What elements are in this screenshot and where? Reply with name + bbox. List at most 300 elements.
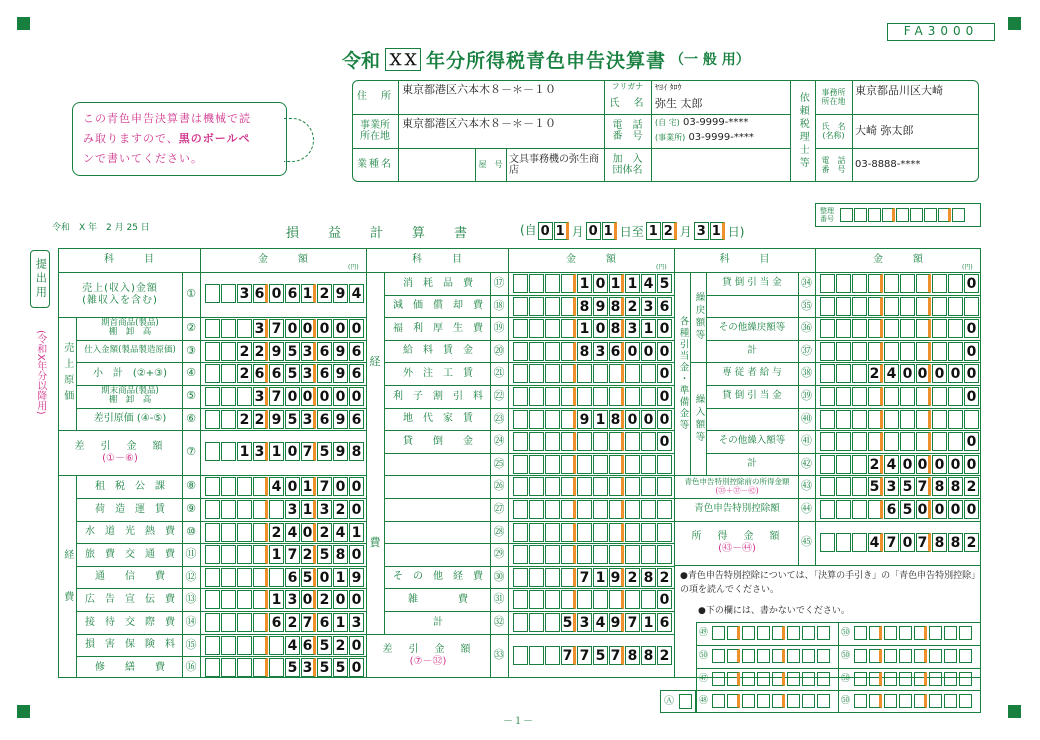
col3-amount [820, 410, 980, 429]
digit-cell [657, 545, 672, 564]
digit-cell: 4 [884, 364, 899, 383]
digit-cell: 1 [333, 613, 348, 632]
digit-cell [916, 387, 931, 406]
digit-cell [625, 545, 640, 564]
col3-amount [820, 274, 980, 293]
digit-cell: 0 [301, 523, 316, 542]
cogs-label: 小 計 (②+③) [92, 367, 168, 379]
page-number: －１－ [503, 716, 533, 727]
digit-cell [932, 297, 947, 316]
digit-cell: 8 [577, 342, 592, 361]
grid-cell [787, 649, 800, 663]
digit-cell [820, 274, 835, 293]
col2-amount [513, 477, 673, 496]
digit-cell: 0 [285, 387, 300, 406]
digit-cell [577, 364, 592, 383]
digit-cell: 5 [868, 477, 883, 496]
grid-cell [854, 649, 867, 663]
digit-cell: 0 [349, 590, 364, 609]
business-label: 業種名 [357, 159, 393, 171]
digit-cell [868, 410, 883, 429]
digit-cell: 6 [253, 284, 268, 303]
grid-cell [742, 649, 755, 663]
digit-cell [545, 274, 560, 293]
digit-cell: 6 [269, 613, 284, 632]
expense-amount [205, 545, 365, 564]
expense-group-label: 経 費 [61, 548, 73, 605]
digit-cell [561, 274, 576, 293]
digit-cell [820, 477, 835, 496]
digit-cell [577, 477, 592, 496]
col2-label: 消 耗 品 費 [403, 277, 473, 289]
digit-cell [561, 568, 576, 587]
digit-cell [852, 364, 867, 383]
digit-cell [545, 477, 560, 496]
expense-amount [205, 636, 365, 655]
grid-cell [884, 694, 897, 708]
row-no: ⑤ [186, 388, 196, 402]
digit-cell [269, 500, 284, 519]
digit-cell [820, 364, 835, 383]
digit-cell [820, 297, 835, 316]
grid-cell [802, 626, 815, 640]
digit-cell: 9 [609, 613, 624, 632]
digit-cell [253, 545, 268, 564]
digit-cell: 5 [900, 477, 915, 496]
digit-cell: 7 [285, 545, 300, 564]
digit-cell: 0 [900, 533, 915, 552]
grid-cell [899, 694, 912, 708]
title-prefix: 令和 [342, 49, 381, 72]
grid-cell [712, 649, 725, 663]
digit-cell: 0 [657, 319, 672, 338]
grid-cell [772, 672, 785, 686]
digit-cell [593, 590, 608, 609]
digit-cell [545, 342, 560, 361]
col3-label: その他繰戻額等 [718, 322, 786, 334]
digit-cell [916, 319, 931, 338]
digit-cell [529, 319, 544, 338]
digit-cell [932, 387, 947, 406]
digit-cell [237, 319, 252, 338]
digit-cell [205, 284, 220, 303]
digit-cell [237, 477, 252, 496]
digit-cell: 3 [253, 387, 268, 406]
digit-cell: 8 [948, 477, 963, 496]
digit-cell: 1 [301, 284, 316, 303]
digit-cell [609, 387, 624, 406]
col2-amount [513, 523, 673, 542]
digit-cell [641, 387, 656, 406]
digit-cell [593, 364, 608, 383]
col2-amount [513, 568, 673, 587]
furigana-value: ﾔﾖｲ ﾀﾛｳ [655, 83, 682, 93]
digit-cell: 0 [349, 545, 364, 564]
digit-cell [948, 342, 963, 361]
digit-cell [836, 297, 851, 316]
row-no: ㊴ [801, 388, 812, 402]
digit-cell [900, 410, 915, 429]
expense-amount [205, 500, 365, 519]
col3-label: 計 [747, 344, 757, 356]
col3-label: 専 従 者 給 与 [722, 367, 782, 379]
grid-cell [802, 649, 815, 663]
digit-cell [513, 364, 528, 383]
provision-label: 繰入額等 [693, 393, 705, 444]
cogs-amount [205, 342, 365, 361]
cogs-group-label: 売上原価 [61, 341, 73, 406]
digit-cell [513, 545, 528, 564]
digit-cell: 1 [349, 523, 364, 542]
digit-cell [820, 500, 835, 519]
digit-cell [609, 523, 624, 542]
digit-cell: 1 [269, 590, 284, 609]
digit-cell: 0 [317, 568, 332, 587]
col3-amount [820, 364, 980, 383]
digit-cell [253, 658, 268, 677]
digit-cell [641, 432, 656, 451]
digit-cell: 9 [333, 442, 348, 461]
row-no: ㉝ [493, 648, 505, 662]
digit-cell: 0 [285, 319, 300, 338]
col2-label: そ の 他 経 費 [393, 571, 483, 583]
grid-cell [802, 672, 815, 686]
grid-cell [884, 626, 897, 640]
digit-cell [820, 455, 835, 474]
digit-cell: 9 [593, 297, 608, 316]
digit-cell [852, 319, 867, 338]
digit-cell: 7 [609, 646, 624, 665]
digit-cell [205, 387, 220, 406]
grid-cell [869, 694, 882, 708]
row-no: ⑫ [185, 569, 197, 583]
digit-cell [561, 590, 576, 609]
digit-cell [237, 613, 252, 632]
digit-cell [513, 432, 528, 451]
address-value: 東京都港区六本木８－＊－１０ [402, 82, 556, 96]
digit-cell: 7 [916, 477, 931, 496]
phone-office: (事業所) 03-9999-**** [655, 132, 754, 143]
digit-cell: 6 [269, 364, 284, 383]
col2-label: 利 子 割 引 料 [393, 390, 483, 402]
expense-label: 修 繕 費 [95, 661, 165, 673]
digit-cell [900, 387, 915, 406]
row-no: ㉒ [493, 388, 505, 402]
digit-cell [948, 297, 963, 316]
digit-cell: 5 [317, 442, 332, 461]
digit-cell [561, 410, 576, 429]
digit-cell [513, 455, 528, 474]
digit-cell [593, 432, 608, 451]
digit-cell [657, 477, 672, 496]
col2-label [386, 475, 490, 498]
digit-cell [253, 500, 268, 519]
grid-cell [787, 694, 800, 708]
digit-cell [916, 274, 931, 293]
digit-cell: 5 [317, 636, 332, 655]
digit-cell: 0 [349, 477, 364, 496]
digit-cell [836, 274, 851, 293]
digit-cell: 5 [593, 646, 608, 665]
deduction-label: 青色申告特別控除額 [694, 502, 780, 514]
grid-cell [772, 649, 785, 663]
pl-title: 損 益 計 算 書 [286, 226, 476, 241]
digit-cell: 0 [964, 387, 979, 406]
digit-cell: 0 [964, 274, 979, 293]
col1-head-item: 科 目 [104, 254, 154, 266]
grid-cell [929, 672, 942, 686]
digit-cell: 0 [948, 455, 963, 474]
expense-amount [205, 658, 365, 677]
row-no: ⑱ [493, 298, 505, 312]
digit-cell: 0 [932, 500, 947, 519]
digit-cell: 2 [657, 646, 672, 665]
digit-cell: 0 [317, 387, 332, 406]
col2-label: 減 価 償 却 費 [393, 300, 483, 312]
digit-cell: 2 [237, 342, 252, 361]
digit-cell [529, 500, 544, 519]
code-left: ㊽ [698, 696, 708, 707]
grid-cell [959, 626, 972, 640]
grid-cell [757, 626, 770, 640]
digit-cell [545, 364, 560, 383]
notice-bold: 黒のボールペ [178, 132, 251, 145]
col2-amount [513, 500, 673, 519]
digit-cell: 5 [900, 500, 915, 519]
digit-cell: 6 [317, 410, 332, 429]
row-no: ㊱ [801, 321, 812, 335]
cogs-amount [205, 364, 365, 383]
grid-cell [757, 694, 770, 708]
digit-cell: 0 [333, 477, 348, 496]
digit-cell [577, 523, 592, 542]
grid-cell [817, 649, 830, 663]
digit-cell: 8 [333, 545, 348, 564]
digit-cell [900, 342, 915, 361]
digit-cell: 8 [641, 646, 656, 665]
grid-cell [757, 672, 770, 686]
gross-label: 差 引 金 額 (①－⑥) [74, 441, 166, 464]
name-label: 氏 名 [609, 98, 646, 110]
digit-cell: 3 [253, 319, 268, 338]
corner-mark [1008, 17, 1021, 30]
digit-cell: 7 [561, 646, 576, 665]
digit-cell [237, 523, 252, 542]
expense-label: 接 待 交 際 費 [85, 616, 175, 628]
digit-cell: 6 [317, 613, 332, 632]
digit-cell: 3 [301, 364, 316, 383]
digit-cell: 1 [641, 319, 656, 338]
digit-cell [529, 590, 544, 609]
digit-cell [221, 590, 236, 609]
digit-cell [916, 410, 931, 429]
digit-cell: 2 [333, 500, 348, 519]
grid-cell [802, 694, 815, 708]
seiri-grid [840, 208, 966, 222]
digit-cell: 2 [237, 410, 252, 429]
phone-label: 電 話 番 号 [612, 119, 643, 142]
grid-cell [959, 694, 972, 708]
digit-cell [852, 274, 867, 293]
expense-label: 旅 費 交 通 費 [85, 548, 175, 560]
pre-deduction-amount [820, 477, 980, 496]
digit-cell: 0 [625, 342, 640, 361]
digit-cell [836, 432, 851, 451]
digit-cell [529, 274, 544, 293]
digit-cell [900, 432, 915, 451]
row-no: ㉔ [493, 434, 505, 448]
deduction-amount [820, 500, 980, 519]
digit-cell [205, 364, 220, 383]
digit-cell [237, 658, 252, 677]
digit-cell: 3 [577, 613, 592, 632]
digit-cell: 0 [349, 319, 364, 338]
digit-cell: 0 [301, 387, 316, 406]
digit-cell [561, 387, 576, 406]
grid-cell [727, 672, 740, 686]
grid-cell [772, 694, 785, 708]
col2-label: 外 注 工 賃 [403, 367, 473, 379]
row-no: ⑦ [186, 445, 196, 459]
digit-cell: 3 [237, 284, 252, 303]
grid-cell [727, 626, 740, 640]
expense-amount [205, 613, 365, 632]
digit-cell [253, 568, 268, 587]
digit-cell: 0 [349, 387, 364, 406]
col2-amount [513, 274, 673, 293]
code-left: ㊾ [698, 628, 708, 639]
digit-cell [561, 342, 576, 361]
code-right: ㊿ [840, 650, 850, 661]
digit-cell [836, 364, 851, 383]
digit-cell: 6 [253, 364, 268, 383]
digit-cell: 0 [900, 455, 915, 474]
digit-cell: 8 [625, 646, 640, 665]
notice-line2: み取りますので、黒のボールペ [83, 132, 251, 145]
grid-cell [959, 649, 972, 663]
digit-cell [625, 432, 640, 451]
digit-cell: 1 [333, 568, 348, 587]
side-label-sub: (令和X年分以降用) [34, 329, 46, 415]
digit-cell: 6 [349, 364, 364, 383]
digit-cell: 4 [285, 523, 300, 542]
digit-cell [932, 342, 947, 361]
notice-dashes [284, 118, 314, 162]
digit-cell: 3 [884, 477, 899, 496]
grid-cell [742, 672, 755, 686]
digit-cell [820, 533, 835, 552]
digit-cell [852, 342, 867, 361]
digit-cell: 6 [609, 342, 624, 361]
col2-label [386, 498, 490, 521]
cogs-label: 仕入金額(製品製造原価) [84, 345, 176, 356]
digit-cell: 2 [964, 533, 979, 552]
digit-cell: 1 [301, 500, 316, 519]
col2-amount [513, 613, 673, 632]
digit-cell [625, 364, 640, 383]
digit-cell [205, 590, 220, 609]
digit-cell [205, 658, 220, 677]
digit-cell: 6 [884, 500, 899, 519]
digit-cell [513, 274, 528, 293]
row-no: ③ [186, 343, 196, 357]
expense-label: 損 害 保 険 料 [85, 639, 175, 651]
digit-cell [545, 613, 560, 632]
digit-cell: 3 [625, 319, 640, 338]
digit-cell [529, 545, 544, 564]
digit-cell [221, 364, 236, 383]
digit-cell [641, 590, 656, 609]
digit-cell: 0 [948, 500, 963, 519]
furigana-label: フリガナ [611, 82, 644, 92]
col2-label [386, 521, 490, 544]
grid-cell [817, 672, 830, 686]
digit-cell [545, 455, 560, 474]
digit-cell: 0 [916, 364, 931, 383]
row-no: ⑩ [186, 524, 196, 538]
digit-cell [221, 442, 236, 461]
digit-cell [513, 523, 528, 542]
deduction-note: ●青色申告特別控除については、「決算の手引き」の「青色申告特別控除」の項を読んでください。 [680, 570, 976, 595]
digit-cell [932, 274, 947, 293]
digit-cell [852, 297, 867, 316]
row-no: ㊺ [801, 535, 812, 549]
form-title [342, 45, 750, 73]
col3-label [706, 408, 798, 431]
digit-cell [529, 568, 544, 587]
digit-cell [545, 410, 560, 429]
digit-cell: 2 [301, 545, 316, 564]
phone-home: (自 宅) 03-9999-**** [655, 117, 749, 128]
digit-cell: 9 [349, 568, 364, 587]
digit-cell: 0 [900, 364, 915, 383]
digit-cell [513, 297, 528, 316]
grid-cell [869, 649, 882, 663]
digit-cell: 6 [349, 342, 364, 361]
digit-cell [641, 477, 656, 496]
col2-amount [513, 364, 673, 383]
digit-cell: 0 [964, 319, 979, 338]
digit-cell [513, 477, 528, 496]
grid-cell [869, 672, 882, 686]
row-no: ㊷ [801, 456, 812, 470]
digit-cell: 1 [237, 442, 252, 461]
digit-cell: 2 [868, 455, 883, 474]
row-no: ㉜ [493, 614, 505, 628]
digit-cell [609, 455, 624, 474]
col2-amount [513, 590, 673, 609]
digit-cell [513, 613, 528, 632]
digit-cell [836, 533, 851, 552]
digit-cell: 7 [269, 387, 284, 406]
digit-cell: 4 [868, 533, 883, 552]
digit-cell [205, 613, 220, 632]
col3-head-yen: (円) [962, 264, 973, 271]
grid-cell [884, 672, 897, 686]
digit-cell: 8 [349, 442, 364, 461]
row-no: ㊳ [801, 366, 812, 380]
col2-label: 雑 費 [408, 593, 468, 605]
digit-cell: 7 [916, 533, 931, 552]
digit-cell: 5 [657, 274, 672, 293]
digit-cell [836, 500, 851, 519]
digit-cell [529, 523, 544, 542]
expense-label: 通 信 費 [95, 571, 165, 583]
digit-cell: 1 [609, 274, 624, 293]
row-no: ㉞ [801, 275, 812, 289]
reserve-group-label: 各種引当金・準備金等 [677, 316, 689, 432]
digit-cell: 6 [301, 636, 316, 655]
